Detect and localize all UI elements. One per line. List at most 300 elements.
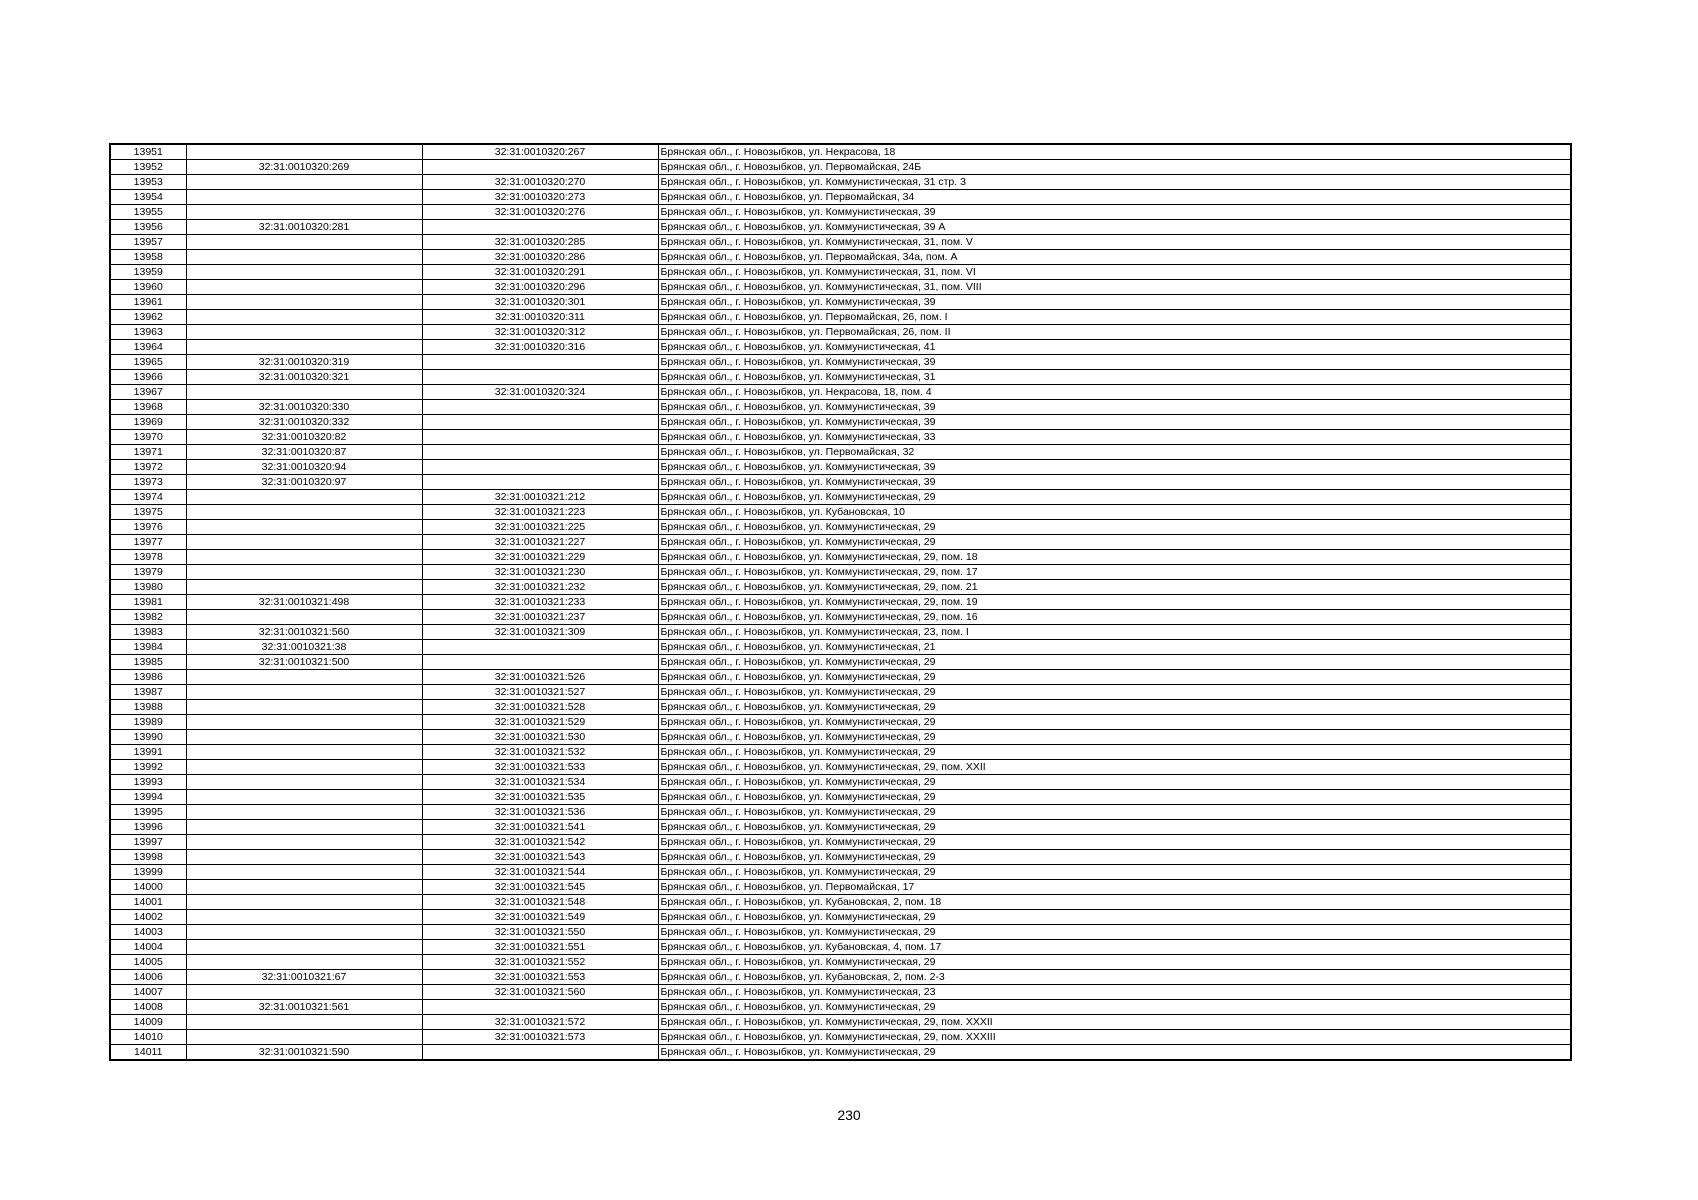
address-cell: Брянская обл., г. Новозыбков, ул. Коммунистическая, 29, пом. 17 xyxy=(658,565,1571,580)
cadastral-number-b-cell: 32:31:0010320:267 xyxy=(422,144,658,160)
address-cell: Брянская обл., г. Новозыбков, ул. Кубановская, 4, пом. 17 xyxy=(658,940,1571,955)
cadastral-number-a-cell xyxy=(186,505,422,520)
table-row xyxy=(110,535,1571,550)
row-number-cell: 13971 xyxy=(110,445,186,460)
cadastral-number-a-cell xyxy=(186,895,422,910)
cadastral-number-a-cell xyxy=(186,310,422,325)
table-row xyxy=(110,475,1571,490)
cadastral-number-a-cell xyxy=(186,295,422,310)
address-cell: Брянская обл., г. Новозыбков, ул. Коммунистическая, 29 xyxy=(658,685,1571,700)
cadastral-number-b-cell xyxy=(422,445,658,460)
cadastral-number-a-cell: 32:31:0010320:319 xyxy=(186,355,422,370)
address-cell: Брянская обл., г. Новозыбков, ул. Коммунистическая, 29 xyxy=(658,865,1571,880)
address-cell: Брянская обл., г. Новозыбков, ул. Коммунистическая, 29 xyxy=(658,535,1571,550)
cadastral-number-b-cell: 32:31:0010320:301 xyxy=(422,295,658,310)
cadastral-number-b-cell xyxy=(422,640,658,655)
row-number-cell: 13966 xyxy=(110,370,186,385)
cadastral-number-a-cell xyxy=(186,790,422,805)
cadastral-number-b-cell: 32:31:0010321:572 xyxy=(422,1015,658,1030)
row-number-cell: 13974 xyxy=(110,490,186,505)
address-cell: Брянская обл., г. Новозыбков, ул. Коммунистическая, 39 xyxy=(658,355,1571,370)
row-number-cell: 13970 xyxy=(110,430,186,445)
table-row xyxy=(110,745,1571,760)
cadastral-number-b-cell: 32:31:0010320:311 xyxy=(422,310,658,325)
table-row xyxy=(110,340,1571,355)
table-row xyxy=(110,490,1571,505)
address-cell: Брянская обл., г. Новозыбков, ул. Коммунистическая, 29 xyxy=(658,1000,1571,1015)
address-cell: Брянская обл., г. Новозыбков, ул. Коммунистическая, 29 xyxy=(658,655,1571,670)
cadastral-number-a-cell xyxy=(186,385,422,400)
row-number-cell: 13968 xyxy=(110,400,186,415)
cadastral-number-b-cell: 32:31:0010321:543 xyxy=(422,850,658,865)
cadastral-number-a-cell xyxy=(186,144,422,160)
table-row xyxy=(110,835,1571,850)
address-cell: Брянская обл., г. Новозыбков, ул. Коммунистическая, 39 xyxy=(658,400,1571,415)
cadastral-number-b-cell xyxy=(422,655,658,670)
table-row xyxy=(110,1030,1571,1045)
row-number-cell: 13965 xyxy=(110,355,186,370)
cadastral-number-a-cell xyxy=(186,235,422,250)
cadastral-number-a-cell: 32:31:0010321:67 xyxy=(186,970,422,985)
row-number-cell: 13963 xyxy=(110,325,186,340)
table-row xyxy=(110,955,1571,970)
cadastral-number-a-cell xyxy=(186,910,422,925)
cadastral-number-a-cell: 32:31:0010321:560 xyxy=(186,625,422,640)
address-cell: Брянская обл., г. Новозыбков, ул. Коммунистическая, 29 xyxy=(658,790,1571,805)
row-number-cell: 14010 xyxy=(110,1030,186,1045)
address-cell: Брянская обл., г. Новозыбков, ул. Первомайская, 32 xyxy=(658,445,1571,460)
address-cell: Брянская обл., г. Новозыбков, ул. Коммунистическая, 31 xyxy=(658,370,1571,385)
address-cell: Брянская обл., г. Новозыбков, ул. Коммунистическая, 41 xyxy=(658,340,1571,355)
cadastral-number-b-cell: 32:31:0010320:312 xyxy=(422,325,658,340)
row-number-cell: 13980 xyxy=(110,580,186,595)
table-row xyxy=(110,820,1571,835)
cadastral-number-b-cell: 32:31:0010321:528 xyxy=(422,700,658,715)
table-row xyxy=(110,775,1571,790)
table-row xyxy=(110,385,1571,400)
cadastral-number-a-cell xyxy=(186,250,422,265)
cadastral-number-a-cell: 32:31:0010320:330 xyxy=(186,400,422,415)
cadastral-number-a-cell: 32:31:0010320:87 xyxy=(186,445,422,460)
row-number-cell: 13998 xyxy=(110,850,186,865)
cadastral-number-b-cell: 32:31:0010321:533 xyxy=(422,760,658,775)
row-number-cell: 13983 xyxy=(110,625,186,640)
cadastral-number-b-cell xyxy=(422,475,658,490)
cadastral-number-a-cell xyxy=(186,565,422,580)
table-row xyxy=(110,970,1571,985)
cadastral-number-a-cell: 32:31:0010321:498 xyxy=(186,595,422,610)
cadastral-number-b-cell xyxy=(422,370,658,385)
cadastral-number-b-cell xyxy=(422,460,658,475)
address-cell: Брянская обл., г. Новозыбков, ул. Кубановская, 2, пом. 2-3 xyxy=(658,970,1571,985)
row-number-cell: 14004 xyxy=(110,940,186,955)
table-row xyxy=(110,685,1571,700)
cadastral-number-a-cell xyxy=(186,610,422,625)
row-number-cell: 14011 xyxy=(110,1045,186,1061)
table-row xyxy=(110,235,1571,250)
table-row xyxy=(110,460,1571,475)
cadastral-number-a-cell xyxy=(186,865,422,880)
table-row xyxy=(110,985,1571,1000)
row-number-cell: 13999 xyxy=(110,865,186,880)
row-number-cell: 13996 xyxy=(110,820,186,835)
cadastral-number-b-cell: 32:31:0010321:225 xyxy=(422,520,658,535)
cadastral-table xyxy=(109,143,1572,1061)
row-number-cell: 13989 xyxy=(110,715,186,730)
row-number-cell: 13964 xyxy=(110,340,186,355)
address-cell: Брянская обл., г. Новозыбков, ул. Коммунистическая, 33 xyxy=(658,430,1571,445)
row-number-cell: 13978 xyxy=(110,550,186,565)
table-row xyxy=(110,400,1571,415)
table-row xyxy=(110,1015,1571,1030)
address-cell: Брянская обл., г. Новозыбков, ул. Коммунистическая, 29 xyxy=(658,1045,1571,1061)
table-row xyxy=(110,940,1571,955)
cadastral-number-a-cell xyxy=(186,745,422,760)
address-cell: Брянская обл., г. Новозыбков, ул. Коммунистическая, 29 xyxy=(658,775,1571,790)
address-cell: Брянская обл., г. Новозыбков, ул. Кубановская, 10 xyxy=(658,505,1571,520)
row-number-cell: 13992 xyxy=(110,760,186,775)
row-number-cell: 13991 xyxy=(110,745,186,760)
address-cell: Брянская обл., г. Новозыбков, ул. Первомайская, 34 xyxy=(658,190,1571,205)
cadastral-number-a-cell xyxy=(186,880,422,895)
table-row xyxy=(110,790,1571,805)
row-number-cell: 13961 xyxy=(110,295,186,310)
cadastral-number-b-cell: 32:31:0010320:270 xyxy=(422,175,658,190)
cadastral-number-a-cell xyxy=(186,280,422,295)
address-cell: Брянская обл., г. Новозыбков, ул. Коммунистическая, 29 xyxy=(658,910,1571,925)
table-row xyxy=(110,805,1571,820)
table-row xyxy=(110,1000,1571,1015)
table-row xyxy=(110,670,1571,685)
table-row xyxy=(110,595,1571,610)
address-cell: Брянская обл., г. Новозыбков, ул. Коммунистическая, 29, пом. 21 xyxy=(658,580,1571,595)
row-number-cell: 13960 xyxy=(110,280,186,295)
table-row xyxy=(110,144,1571,160)
cadastral-number-a-cell xyxy=(186,175,422,190)
cadastral-number-a-cell xyxy=(186,700,422,715)
cadastral-number-a-cell xyxy=(186,925,422,940)
cadastral-number-b-cell: 32:31:0010321:545 xyxy=(422,880,658,895)
cadastral-number-b-cell: 32:31:0010321:534 xyxy=(422,775,658,790)
table-row xyxy=(110,865,1571,880)
cadastral-number-b-cell: 32:31:0010321:542 xyxy=(422,835,658,850)
table-row xyxy=(110,880,1571,895)
address-cell: Брянская обл., г. Новозыбков, ул. Коммунистическая, 29 xyxy=(658,850,1571,865)
cadastral-number-b-cell: 32:31:0010321:309 xyxy=(422,625,658,640)
row-number-cell: 14007 xyxy=(110,985,186,1000)
address-cell: Брянская обл., г. Новозыбков, ул. Коммунистическая, 23 xyxy=(658,985,1571,1000)
cadastral-number-b-cell xyxy=(422,160,658,175)
cadastral-number-a-cell xyxy=(186,550,422,565)
row-number-cell: 13959 xyxy=(110,265,186,280)
address-cell: Брянская обл., г. Новозыбков, ул. Коммунистическая, 29 xyxy=(658,670,1571,685)
cadastral-number-a-cell: 32:31:0010320:321 xyxy=(186,370,422,385)
address-cell: Брянская обл., г. Новозыбков, ул. Коммунистическая, 29 xyxy=(658,490,1571,505)
cadastral-number-a-cell xyxy=(186,265,422,280)
row-number-cell: 13984 xyxy=(110,640,186,655)
table-row xyxy=(110,160,1571,175)
cadastral-number-b-cell: 32:31:0010320:273 xyxy=(422,190,658,205)
cadastral-number-a-cell xyxy=(186,520,422,535)
cadastral-number-a-cell: 32:31:0010320:94 xyxy=(186,460,422,475)
table-row xyxy=(110,265,1571,280)
cadastral-number-a-cell xyxy=(186,730,422,745)
cadastral-number-b-cell: 32:31:0010321:223 xyxy=(422,505,658,520)
table-row xyxy=(110,355,1571,370)
address-cell: Брянская обл., г. Новозыбков, ул. Коммунистическая, 29 xyxy=(658,955,1571,970)
table-row xyxy=(110,1045,1571,1061)
cadastral-number-b-cell: 32:31:0010321:549 xyxy=(422,910,658,925)
table-row xyxy=(110,295,1571,310)
address-cell: Брянская обл., г. Новозыбков, ул. Коммунистическая, 29, пом. 18 xyxy=(658,550,1571,565)
row-number-cell: 13973 xyxy=(110,475,186,490)
cadastral-number-a-cell xyxy=(186,835,422,850)
cadastral-number-b-cell: 32:31:0010321:229 xyxy=(422,550,658,565)
row-number-cell: 13955 xyxy=(110,205,186,220)
row-number-cell: 13951 xyxy=(110,144,186,160)
cadastral-number-b-cell: 32:31:0010321:573 xyxy=(422,1030,658,1045)
row-number-cell: 13956 xyxy=(110,220,186,235)
cadastral-number-b-cell: 32:31:0010320:296 xyxy=(422,280,658,295)
cadastral-number-a-cell xyxy=(186,670,422,685)
table-row xyxy=(110,700,1571,715)
address-cell: Брянская обл., г. Новозыбков, ул. Коммунистическая, 29, пом. XXXIII xyxy=(658,1030,1571,1045)
row-number-cell: 13957 xyxy=(110,235,186,250)
address-cell: Брянская обл., г. Новозыбков, ул. Коммунистическая, 29 xyxy=(658,820,1571,835)
address-cell: Брянская обл., г. Новозыбков, ул. Коммунистическая, 39 xyxy=(658,295,1571,310)
row-number-cell: 13975 xyxy=(110,505,186,520)
cadastral-number-b-cell: 32:31:0010320:285 xyxy=(422,235,658,250)
table-row xyxy=(110,505,1571,520)
cadastral-number-b-cell: 32:31:0010321:530 xyxy=(422,730,658,745)
address-cell: Брянская обл., г. Новозыбков, ул. Некрасова, 18 xyxy=(658,144,1571,160)
table-row xyxy=(110,910,1571,925)
cadastral-number-b-cell: 32:31:0010320:316 xyxy=(422,340,658,355)
cadastral-number-a-cell xyxy=(186,955,422,970)
row-number-cell: 13953 xyxy=(110,175,186,190)
cadastral-number-b-cell: 32:31:0010320:276 xyxy=(422,205,658,220)
row-number-cell: 13988 xyxy=(110,700,186,715)
row-number-cell: 14008 xyxy=(110,1000,186,1015)
table-row xyxy=(110,850,1571,865)
table-row xyxy=(110,415,1571,430)
table-row xyxy=(110,370,1571,385)
cadastral-number-b-cell: 32:31:0010321:526 xyxy=(422,670,658,685)
address-cell: Брянская обл., г. Новозыбков, ул. Коммунистическая, 29 xyxy=(658,835,1571,850)
cadastral-number-b-cell: 32:31:0010321:550 xyxy=(422,925,658,940)
table-row xyxy=(110,445,1571,460)
address-cell: Брянская обл., г. Новозыбков, ул. Коммунистическая, 29 xyxy=(658,700,1571,715)
cadastral-number-b-cell: 32:31:0010321:548 xyxy=(422,895,658,910)
address-cell: Брянская обл., г. Новозыбков, ул. Коммунистическая, 31, пом. VI xyxy=(658,265,1571,280)
cadastral-number-a-cell: 32:31:0010320:332 xyxy=(186,415,422,430)
cadastral-number-b-cell: 32:31:0010321:232 xyxy=(422,580,658,595)
cadastral-number-b-cell: 32:31:0010321:237 xyxy=(422,610,658,625)
row-number-cell: 13977 xyxy=(110,535,186,550)
address-cell: Брянская обл., г. Новозыбков, ул. Первомайская, 26, пом. II xyxy=(658,325,1571,340)
cadastral-number-a-cell: 32:31:0010320:269 xyxy=(186,160,422,175)
address-cell: Брянская обл., г. Новозыбков, ул. Коммунистическая, 31, пом. V xyxy=(658,235,1571,250)
cadastral-number-a-cell xyxy=(186,715,422,730)
cadastral-number-b-cell: 32:31:0010321:227 xyxy=(422,535,658,550)
cadastral-number-b-cell: 32:31:0010320:286 xyxy=(422,250,658,265)
cadastral-number-b-cell: 32:31:0010321:529 xyxy=(422,715,658,730)
address-cell: Брянская обл., г. Новозыбков, ул. Коммунистическая, 31, пом. VIII xyxy=(658,280,1571,295)
address-cell: Брянская обл., г. Новозыбков, ул. Коммунистическая, 29, пом. XXXII xyxy=(658,1015,1571,1030)
table-row xyxy=(110,325,1571,340)
table-row xyxy=(110,580,1571,595)
cadastral-number-a-cell xyxy=(186,850,422,865)
table-row xyxy=(110,220,1571,235)
row-number-cell: 13969 xyxy=(110,415,186,430)
address-cell: Брянская обл., г. Новозыбков, ул. Коммунистическая, 39 xyxy=(658,475,1571,490)
address-cell: Брянская обл., г. Новозыбков, ул. Кубановская, 2, пом. 18 xyxy=(658,895,1571,910)
cadastral-number-b-cell: 32:31:0010321:233 xyxy=(422,595,658,610)
cadastral-number-b-cell: 32:31:0010321:230 xyxy=(422,565,658,580)
address-cell: Брянская обл., г. Новозыбков, ул. Коммунистическая, 39 xyxy=(658,415,1571,430)
address-cell: Брянская обл., г. Новозыбков, ул. Первомайская, 26, пом. I xyxy=(658,310,1571,325)
row-number-cell: 13972 xyxy=(110,460,186,475)
cadastral-number-b-cell: 32:31:0010321:532 xyxy=(422,745,658,760)
cadastral-number-b-cell xyxy=(422,430,658,445)
row-number-cell: 13985 xyxy=(110,655,186,670)
address-cell: Брянская обл., г. Новозыбков, ул. Коммунистическая, 29 xyxy=(658,925,1571,940)
row-number-cell: 14009 xyxy=(110,1015,186,1030)
table-row xyxy=(110,250,1571,265)
address-cell: Брянская обл., г. Новозыбков, ул. Коммунистическая, 29, пом. 16 xyxy=(658,610,1571,625)
address-cell: Брянская обл., г. Новозыбков, ул. Коммунистическая, 29 xyxy=(658,520,1571,535)
row-number-cell: 13997 xyxy=(110,835,186,850)
address-cell: Брянская обл., г. Новозыбков, ул. Коммунистическая, 31 стр. 3 xyxy=(658,175,1571,190)
cadastral-number-a-cell xyxy=(186,805,422,820)
cadastral-number-a-cell xyxy=(186,325,422,340)
cadastral-number-a-cell xyxy=(186,1015,422,1030)
address-cell: Брянская обл., г. Новозыбков, ул. Коммунистическая, 29 xyxy=(658,715,1571,730)
row-number-cell: 13986 xyxy=(110,670,186,685)
address-cell: Брянская обл., г. Новозыбков, ул. Коммунистическая, 39 xyxy=(658,460,1571,475)
cadastral-number-a-cell xyxy=(186,1030,422,1045)
address-cell: Брянская обл., г. Новозыбков, ул. Первомайская, 34а, пом. А xyxy=(658,250,1571,265)
cadastral-number-b-cell: 32:31:0010321:527 xyxy=(422,685,658,700)
address-cell: Брянская обл., г. Новозыбков, ул. Коммунистическая, 39 xyxy=(658,205,1571,220)
table-row xyxy=(110,895,1571,910)
cadastral-number-a-cell xyxy=(186,190,422,205)
address-cell: Брянская обл., г. Новозыбков, ул. Коммунистическая, 29 xyxy=(658,805,1571,820)
row-number-cell: 13967 xyxy=(110,385,186,400)
cadastral-number-b-cell xyxy=(422,415,658,430)
table-row xyxy=(110,625,1571,640)
row-number-cell: 13993 xyxy=(110,775,186,790)
cadastral-number-b-cell xyxy=(422,355,658,370)
table-row xyxy=(110,175,1571,190)
row-number-cell: 13981 xyxy=(110,595,186,610)
table-row xyxy=(110,925,1571,940)
cadastral-number-b-cell: 32:31:0010321:535 xyxy=(422,790,658,805)
address-cell: Брянская обл., г. Новозыбков, ул. Первомайская, 24Б xyxy=(658,160,1571,175)
page-number: 230 xyxy=(837,1107,861,1123)
cadastral-number-b-cell: 32:31:0010321:552 xyxy=(422,955,658,970)
address-cell: Брянская обл., г. Новозыбков, ул. Коммунистическая, 29 xyxy=(658,730,1571,745)
cadastral-number-b-cell: 32:31:0010321:541 xyxy=(422,820,658,835)
cadastral-number-b-cell: 32:31:0010321:560 xyxy=(422,985,658,1000)
address-cell: Брянская обл., г. Новозыбков, ул. Коммунистическая, 23, пом. I xyxy=(658,625,1571,640)
row-number-cell: 13954 xyxy=(110,190,186,205)
cadastral-number-a-cell xyxy=(186,775,422,790)
address-cell: Брянская обл., г. Новозыбков, ул. Коммунистическая, 29, пом. XXII xyxy=(658,760,1571,775)
table-row xyxy=(110,760,1571,775)
cadastral-table-body xyxy=(110,144,1571,1060)
table-row xyxy=(110,610,1571,625)
row-number-cell: 13994 xyxy=(110,790,186,805)
row-number-cell: 13987 xyxy=(110,685,186,700)
table-row xyxy=(110,190,1571,205)
cadastral-number-a-cell: 32:31:0010321:561 xyxy=(186,1000,422,1015)
row-number-cell: 13995 xyxy=(110,805,186,820)
cadastral-number-a-cell xyxy=(186,760,422,775)
cadastral-number-b-cell: 32:31:0010320:291 xyxy=(422,265,658,280)
cadastral-number-b-cell: 32:31:0010321:544 xyxy=(422,865,658,880)
row-number-cell: 13962 xyxy=(110,310,186,325)
row-number-cell: 14006 xyxy=(110,970,186,985)
table-row xyxy=(110,730,1571,745)
row-number-cell: 14000 xyxy=(110,880,186,895)
table-row xyxy=(110,715,1571,730)
row-number-cell: 13990 xyxy=(110,730,186,745)
cadastral-number-a-cell: 32:31:0010321:500 xyxy=(186,655,422,670)
table-row xyxy=(110,430,1571,445)
cadastral-number-a-cell xyxy=(186,940,422,955)
cadastral-number-b-cell xyxy=(422,400,658,415)
address-cell: Брянская обл., г. Новозыбков, ул. Коммунистическая, 39 А xyxy=(658,220,1571,235)
row-number-cell: 14002 xyxy=(110,910,186,925)
row-number-cell: 14001 xyxy=(110,895,186,910)
address-cell: Брянская обл., г. Новозыбков, ул. Коммунистическая, 29 xyxy=(658,745,1571,760)
cadastral-number-a-cell: 32:31:0010321:38 xyxy=(186,640,422,655)
row-number-cell: 13976 xyxy=(110,520,186,535)
cadastral-number-b-cell: 32:31:0010321:212 xyxy=(422,490,658,505)
table-row xyxy=(110,310,1571,325)
table-row xyxy=(110,205,1571,220)
row-number-cell: 14005 xyxy=(110,955,186,970)
table-row xyxy=(110,550,1571,565)
row-number-cell: 14003 xyxy=(110,925,186,940)
row-number-cell: 13979 xyxy=(110,565,186,580)
cadastral-number-a-cell xyxy=(186,205,422,220)
table-row xyxy=(110,655,1571,670)
cadastral-number-a-cell xyxy=(186,580,422,595)
row-number-cell: 13982 xyxy=(110,610,186,625)
address-cell: Брянская обл., г. Новозыбков, ул. Некрасова, 18, пом. 4 xyxy=(658,385,1571,400)
row-number-cell: 13952 xyxy=(110,160,186,175)
row-number-cell: 13958 xyxy=(110,250,186,265)
cadastral-number-b-cell: 32:31:0010321:553 xyxy=(422,970,658,985)
cadastral-number-a-cell xyxy=(186,340,422,355)
table-row xyxy=(110,640,1571,655)
cadastral-number-a-cell: 32:31:0010320:97 xyxy=(186,475,422,490)
cadastral-number-b-cell: 32:31:0010321:551 xyxy=(422,940,658,955)
cadastral-number-a-cell xyxy=(186,685,422,700)
address-cell: Брянская обл., г. Новозыбков, ул. Коммунистическая, 21 xyxy=(658,640,1571,655)
cadastral-number-a-cell: 32:31:0010321:590 xyxy=(186,1045,422,1061)
cadastral-number-a-cell: 32:31:0010320:82 xyxy=(186,430,422,445)
table-row xyxy=(110,280,1571,295)
cadastral-number-a-cell xyxy=(186,985,422,1000)
table-row xyxy=(110,520,1571,535)
cadastral-number-a-cell xyxy=(186,820,422,835)
cadastral-number-b-cell xyxy=(422,1045,658,1061)
cadastral-number-b-cell: 32:31:0010321:536 xyxy=(422,805,658,820)
address-cell: Брянская обл., г. Новозыбков, ул. Первомайская, 17 xyxy=(658,880,1571,895)
